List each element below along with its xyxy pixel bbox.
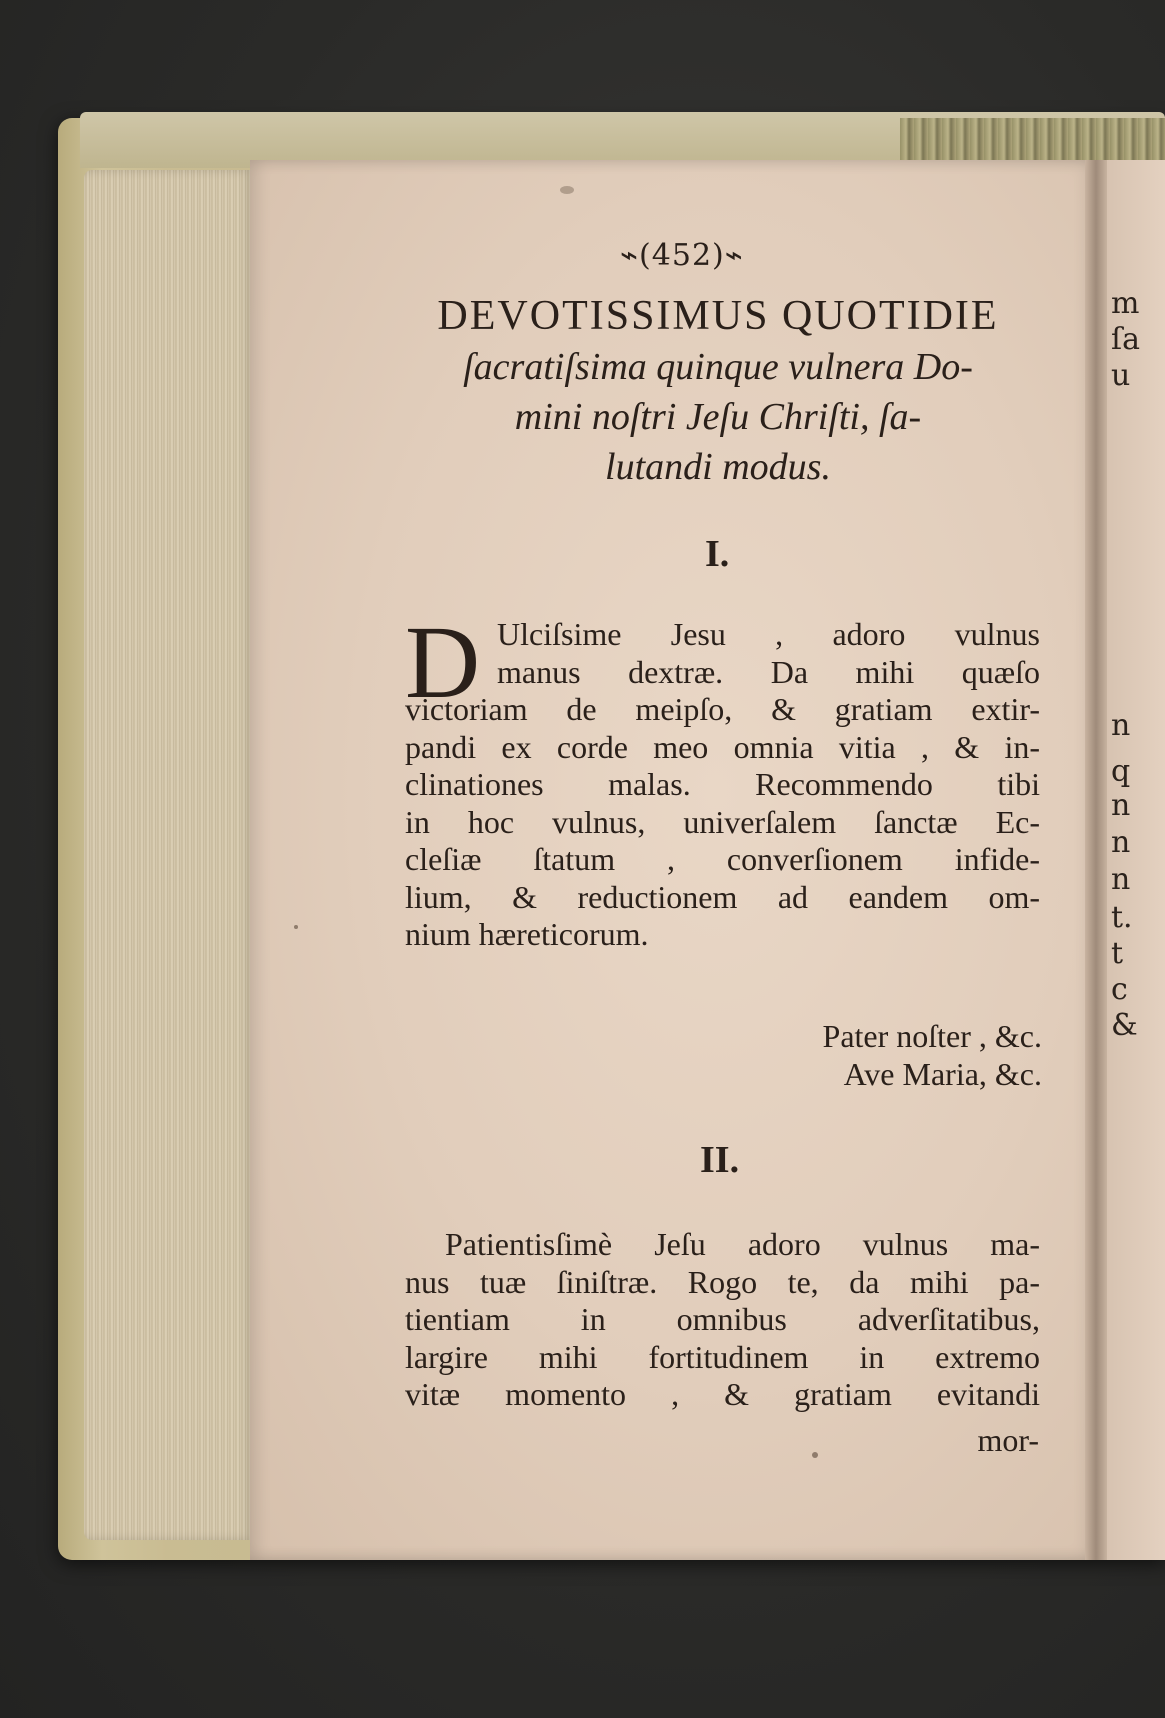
page-number: ⌁(452)⌁: [620, 238, 744, 273]
text-line: in hoc vulnus, univerſalem ſanctæ Ec-: [405, 803, 1040, 840]
facing-fragment: u: [1111, 358, 1131, 393]
subheading-line: mini noſtri Jeſu Chriſti, ſa-: [514, 396, 922, 438]
catchword: mor-: [977, 1422, 1039, 1458]
text-line: vitæ momento , & gratiam evitandi: [405, 1376, 1040, 1412]
facing-fragment: n: [1111, 825, 1131, 860]
page-heading-block: [398, 292, 1038, 490]
page-heading: DEVOTISSIMUS QUOTIDIE: [437, 293, 999, 339]
text-line: victoriam de meipſo, & gratiam extir-: [405, 691, 1040, 727]
gutter: [1085, 160, 1107, 1560]
text-line: manus dextræ. Da mihi quæſo: [497, 653, 1040, 690]
facing-fragment: n: [1111, 708, 1131, 743]
paragraph-body: [405, 691, 1040, 954]
section-numeral: II.: [700, 1139, 740, 1181]
text-line: tientiam in omnibus adverſitatibus,: [405, 1301, 1040, 1337]
ink-speck: [560, 186, 574, 194]
facing-fragment: ſa: [1111, 322, 1140, 357]
prayer-ave-maria: Ave Maria, &c.: [843, 1056, 1042, 1092]
text-line: lium, & reductionem ad eandem om-: [405, 878, 1040, 915]
ink-speck: [812, 1452, 818, 1458]
section-numeral: I.: [705, 533, 730, 575]
facing-fragment: t: [1111, 936, 1124, 971]
text-line: nus tuæ ſiniſtræ. Rogo te, da mihi pa-: [405, 1263, 1040, 1300]
text-line: cleſiæ ſtatum , converſionem infide-: [405, 841, 1040, 877]
facing-fragment: n: [1111, 788, 1131, 823]
paragraph-body: [405, 1226, 1040, 1414]
text-line: clinationes malas. Recommendo tibi: [405, 766, 1040, 802]
facing-fragment: m: [1111, 286, 1140, 321]
subheading-line: lutandi modus.: [605, 446, 831, 488]
prayer-pater-noster: Pater noſter , &c.: [822, 1018, 1042, 1054]
facing-page: [1107, 160, 1165, 1560]
page-edges: [84, 170, 254, 1540]
text-line: pandi ex corde meo omnia vitia , & in-: [405, 728, 1040, 765]
subheading-line: ſacratiſsima quinque vulnera Do-: [463, 346, 973, 388]
facing-fragment: q: [1111, 754, 1131, 789]
drop-cap: D: [405, 605, 481, 720]
text-line: Patientisſimè Jeſu adoro vulnus ma-: [445, 1226, 1040, 1262]
ink-speck: [294, 925, 298, 929]
facing-fragment: c: [1111, 972, 1128, 1007]
text-line: Ulciſsime Jesu , adoro vulnus: [497, 616, 1040, 652]
text-line: nium hæreticorum.: [405, 916, 649, 952]
facing-fragment: n: [1111, 862, 1131, 897]
text-line: largire mihi fortitudinem in extremo: [405, 1338, 1040, 1375]
facing-fragment: t.: [1111, 900, 1133, 935]
paragraph-opening: [497, 616, 1040, 691]
headband: [900, 118, 1165, 160]
facing-fragment: &: [1111, 1008, 1138, 1043]
